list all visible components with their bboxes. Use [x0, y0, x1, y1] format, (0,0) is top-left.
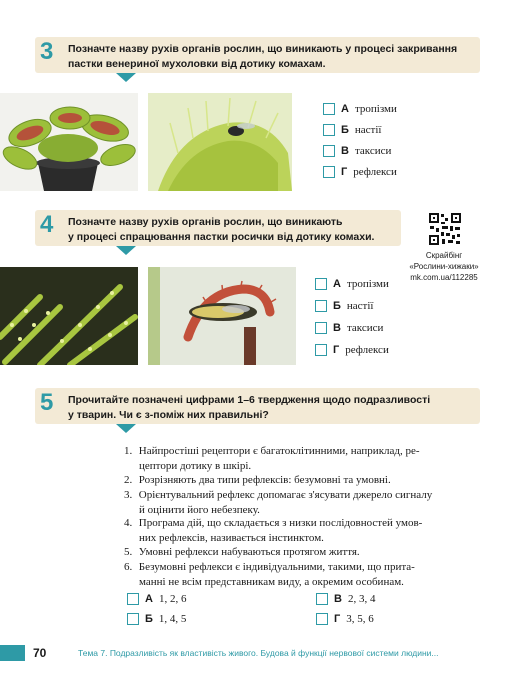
- statement-6: 6. Безумовні рефлекси є індивідуальними, такими, що прита- манні не всім представникам виду, а окремим особинам.: [124, 561, 415, 588]
- q3-option-b[interactable]: [323, 124, 381, 136]
- q4-option-v-label: таксиси: [346, 322, 384, 334]
- q3-option-g-letter: Г: [341, 166, 348, 178]
- q4-pointer-icon: [116, 246, 136, 255]
- q5-option-g[interactable]: [316, 613, 374, 625]
- page-number: 70: [33, 646, 47, 660]
- q3-option-g-label: рефлекси: [353, 166, 397, 178]
- q4-option-b[interactable]: [315, 300, 373, 312]
- q3-text-line2: пастки венериної мухоловки від дотику комахам.: [68, 58, 326, 70]
- statement-1: 1. Найпростіші рецептори є багатоклітинними, наприклад, ре- цептори дотику в шкірі.: [124, 445, 420, 472]
- q4-option-a[interactable]: [315, 278, 389, 290]
- q4-text-line1: Позначте назву рухів органів рослин, що виникають: [68, 216, 343, 228]
- q4-option-a-label: тропізми: [346, 278, 389, 290]
- q5-option-v-letter: В: [334, 593, 342, 605]
- q5-option-v-label: 2, 3, 4: [347, 593, 376, 605]
- q3-option-a-label: тропізми: [354, 103, 397, 115]
- q5-option-a-label: 1, 2, 6: [158, 593, 187, 605]
- q4-option-a-checkbox[interactable]: [315, 278, 327, 290]
- q5-text-line1: Прочитайте позначені цифрами 1–6 твердження щодо подразливості: [68, 394, 431, 406]
- q4-option-b-letter: Б: [333, 300, 341, 312]
- q3-text-line1: Позначте назву рухів органів рослин, що виникають у процесі закривання: [68, 43, 458, 55]
- q4-question-text: [68, 215, 400, 245]
- venus-flytrap-photo-1: [0, 93, 138, 191]
- q5-pointer-icon: [116, 424, 136, 433]
- q5-option-a[interactable]: [127, 593, 186, 605]
- qr-caption-link[interactable]: mk.com.ua/112285: [410, 273, 478, 282]
- q3-option-a-letter: А: [341, 103, 349, 115]
- q3-option-a-checkbox[interactable]: [323, 103, 335, 115]
- qr-code-icon[interactable]: [428, 212, 462, 246]
- statement-2: 2. Розрізняють два типи рефлексів: безумовні та умовні.: [124, 474, 391, 486]
- q4-option-v-letter: В: [333, 322, 341, 334]
- sundew-photo-1: [0, 267, 138, 365]
- q4-option-g-label: рефлекси: [345, 344, 389, 356]
- q5-option-b-letter: Б: [145, 613, 153, 625]
- q3-option-g[interactable]: [323, 166, 397, 178]
- q3-question-text: [68, 42, 478, 72]
- sundew-photo-2: [148, 267, 296, 365]
- q4-option-v-checkbox[interactable]: [315, 322, 327, 334]
- q3-option-b-checkbox[interactable]: [323, 124, 335, 136]
- venus-flytrap-photo-2: [148, 93, 292, 191]
- q3-option-a[interactable]: [323, 103, 397, 115]
- q4-option-g-letter: Г: [333, 344, 340, 356]
- q3-option-g-checkbox[interactable]: [323, 166, 335, 178]
- q3-option-b-label: настії: [354, 124, 382, 136]
- q4-number: 4: [40, 211, 54, 238]
- statement-3: 3. Орієнтувальний рефлекс допомагає з'ясувати джерело сигналу й оцінити його небезпеку.: [124, 489, 433, 516]
- qr-caption: [406, 250, 482, 283]
- q4-option-g-checkbox[interactable]: [315, 344, 327, 356]
- q4-option-b-checkbox[interactable]: [315, 300, 327, 312]
- q4-option-v[interactable]: [315, 322, 383, 334]
- statement-5: 5. Умовні рефлекси набуваються протягом життя.: [124, 546, 360, 558]
- q5-option-b[interactable]: [127, 613, 186, 625]
- q5-option-b-label: 1, 4, 5: [158, 613, 187, 625]
- q3-option-v-letter: В: [341, 145, 349, 157]
- q5-text-line2: у тварин. Чи є з-поміж них правильні?: [68, 409, 269, 421]
- q5-option-g-checkbox[interactable]: [316, 613, 328, 625]
- q4-option-b-label: настії: [346, 300, 374, 312]
- q3-option-v-checkbox[interactable]: [323, 145, 335, 157]
- qr-caption-line1: Скрайбінг: [425, 251, 463, 260]
- q3-option-b-letter: Б: [341, 124, 349, 136]
- q5-option-g-label: 3, 5, 6: [346, 613, 374, 625]
- page-footer: [0, 643, 525, 665]
- q3-option-v-label: таксиси: [354, 145, 392, 157]
- q3-number: 3: [40, 38, 54, 65]
- q5-option-b-checkbox[interactable]: [127, 613, 139, 625]
- q5-option-v[interactable]: [316, 593, 375, 605]
- q4-option-a-letter: А: [333, 278, 341, 290]
- qr-caption-line2: «Рослини-хижаки»: [409, 262, 479, 271]
- q5-option-a-letter: А: [145, 593, 153, 605]
- q5-number: 5: [40, 389, 54, 416]
- q4-option-g[interactable]: [315, 344, 389, 356]
- statement-4: 4. Програма дій, що складається з низки послідовностей умов- них рефлексів, називається інстинктом.: [124, 517, 423, 544]
- q5-option-a-checkbox[interactable]: [127, 593, 139, 605]
- q5-question-text: [68, 393, 478, 423]
- q3-option-v[interactable]: [323, 145, 391, 157]
- footer-topic-text: Тема 7. Подразливість як властивість живого. Будова й функції нервової системи людини...: [78, 648, 439, 658]
- q4-text-line2: у процесі спрацювання пастки росички від дотику комахи.: [68, 231, 375, 243]
- q5-option-g-letter: Г: [334, 613, 341, 625]
- page-number-bar: [0, 645, 25, 661]
- q5-option-v-checkbox[interactable]: [316, 593, 328, 605]
- q3-pointer-icon: [116, 73, 136, 82]
